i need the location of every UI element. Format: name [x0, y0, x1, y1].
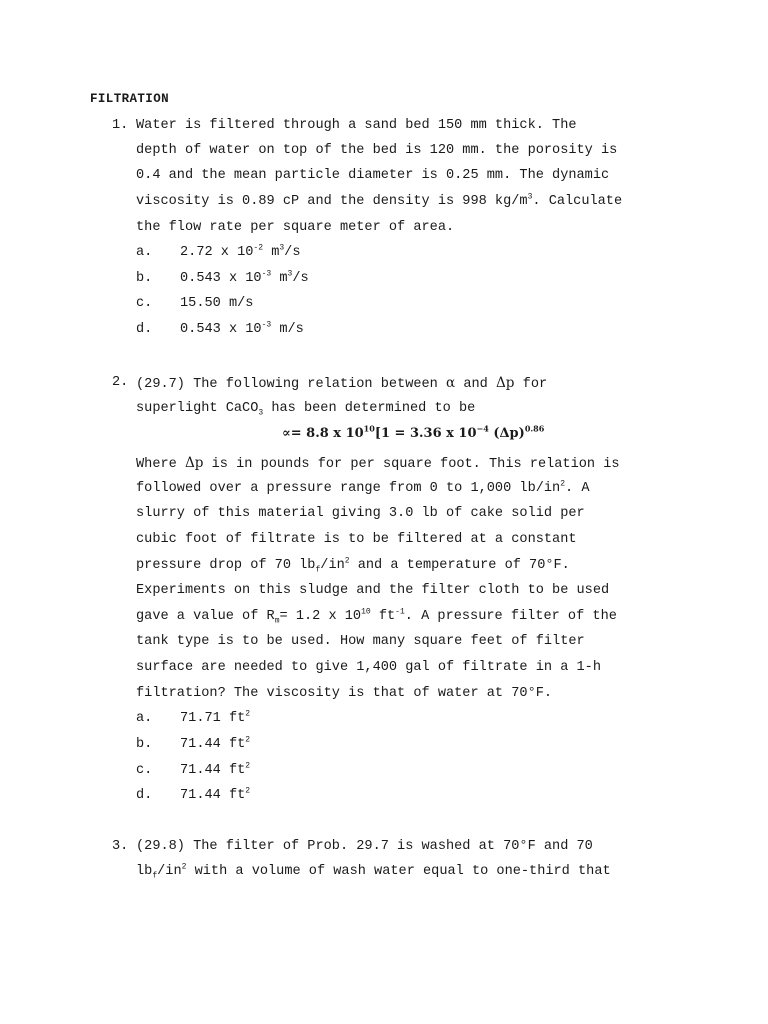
question-2-number: 2. [112, 375, 129, 390]
option-letter: d. [136, 788, 153, 803]
option-value: 0.543 x $10^{-3}$ $m^3/s$ [180, 269, 309, 286]
section-heading: FILTRATION [90, 92, 170, 106]
option-value: 15.50 m/s [180, 296, 254, 311]
question-1-line: depth of water on top of the bed is 120 mm. the porosity is [136, 143, 618, 158]
option-value: 71.44 $ft^2$ [180, 735, 251, 752]
question-1-line: 0.4 and the mean particle diameter is 0.25 mm. The dynamic [136, 168, 610, 183]
question-2-line: Where Δp is in pounds for per square foot. This relation is [136, 455, 620, 472]
question-2-line: superlight CaCO$_3$ has been determined to be [136, 401, 476, 418]
option-value: 71.44 $ft^2$ [180, 786, 251, 803]
question-1-number: 1. [112, 118, 129, 133]
question-2-line: tank type is to be used. How many square feet of filter [136, 634, 585, 649]
question-1-line: viscosity is 0.89 cP and the density is 998 $kg/m^3$. Calculate [136, 192, 623, 209]
question-2-line: Experiments on this sludge and the filter cloth to be used [136, 583, 610, 598]
question-3-line: (29.8) The filter of Prob. 29.7 is washed at 70°F and 70 [136, 839, 593, 854]
option-letter: b. [136, 737, 153, 752]
option-letter: c. [136, 763, 153, 778]
question-2-line: (29.7) The following relation between α and Δp for [136, 375, 548, 392]
option-value: 0.543 x $10^{-3}$ m/s [180, 320, 304, 337]
question-1-line: the flow rate per square meter of area. [136, 220, 455, 235]
question-2-line: cubic foot of filtrate is to be filtered at a constant [136, 532, 577, 547]
formula: ∝= 8.8 x $10^{10}[1 = 3.36$ x $10^{-4}$ $(\Delta p)^{0.86}$ [282, 423, 545, 441]
question-2-line: followed over a pressure range from 0 to 1,000 $lb/in^2$. A [136, 479, 590, 496]
option-letter: c. [136, 296, 153, 311]
question-3-number: 3. [112, 839, 129, 854]
option-letter: a. [136, 711, 153, 726]
question-2-line: filtration? The viscosity is that of water at 70°F. [136, 686, 553, 701]
option-letter: a. [136, 245, 153, 260]
option-value: 71.44 $ft^2$ [180, 761, 251, 778]
option-letter: b. [136, 271, 153, 286]
question-1-line: Water is filtered through a sand bed 150 mm thick. The [136, 118, 577, 133]
option-value: 71.71 $ft^2$ [180, 709, 251, 726]
question-2-line: gave a value of $R_m= 1.2$ x $10^{10}$ $ft^{-1}$. A pressure filter of the [136, 607, 617, 626]
question-2-line: pressure drop of 70 $lb_f/in^2$ and a temperature of 70°F. [136, 556, 570, 575]
question-3-line: $lb_f/in^2$ with a volume of wash water equal to one-third that [136, 862, 611, 881]
question-2-line: surface are needed to give 1,400 gal of filtrate in a 1-h [136, 660, 601, 675]
question-2-line: slurry of this material giving 3.0 lb of cake solid per [136, 506, 585, 521]
option-letter: d. [136, 322, 153, 337]
option-value: 2.72 x $10^{-2}$ $m^3/s$ [180, 243, 301, 260]
